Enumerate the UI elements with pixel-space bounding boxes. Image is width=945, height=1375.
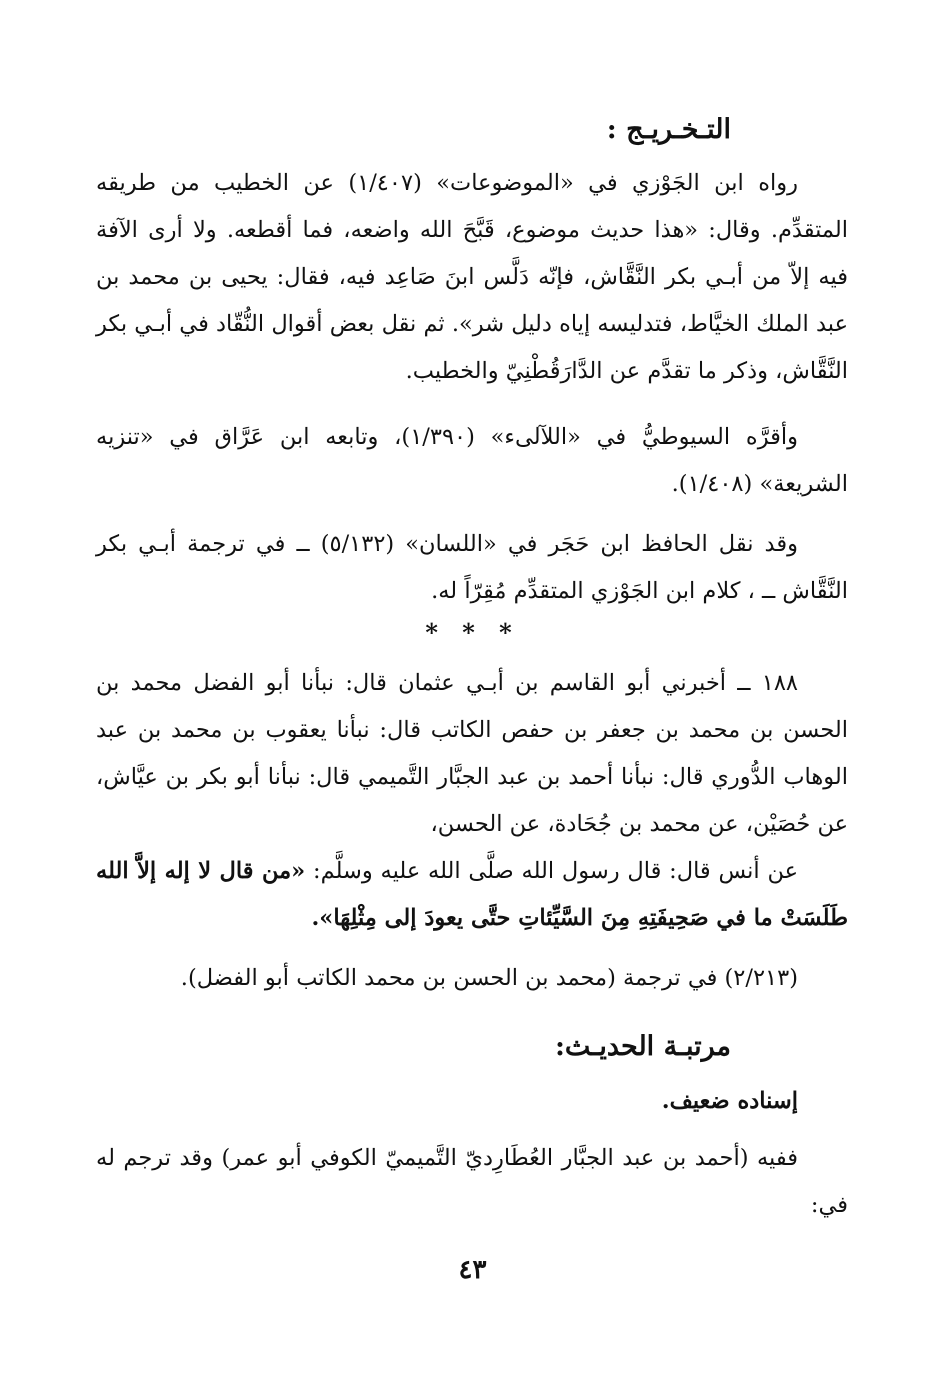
hadith-isnad: ١٨٨ ــ أخبرني أبو القاسم بن أبـي عثمان قال: نبأنا أبو الفضل محمد بن الحسن بن محمد بن جعفر بن حفص الكاتب قال: نبأنا يعقوب بن محمد بن عبد الوهاب الدُّوري قال: نبأنا أحمد بن عبد الجبَّار التَّميمي قال: نبأنا أبو بكر بن عيَّاش، عن حُصَيْن، عن محمد بن جُحَادة، عن الحسن، xyxy=(96,670,848,837)
takhrij-paragraph-2: وأقرَّه السيوطيُّ في «اللآلىء» (١/٣٩٠)، وتابعه ابن عَرَّاق في «تنزيه الشريعة» (١/٤٠٨). xyxy=(96,424,848,497)
hadith-text xyxy=(96,848,848,942)
takhrij-paragraph-3: وقد نقل الحافظ ابن حَجَر في «اللسان» (٥/١٣٢) ــ في ترجمة أبـي بكر النَّقَّاش ــ ، كلام ابن الجَوْزي المتقدِّم مُقِرّاً له. xyxy=(96,531,848,604)
takhrij-paragraph-1: رواه ابن الجَوْزي في «الموضوعات» (١/٤٠٧) عن الخطيب من طريقه المتقدِّم. وقال: «هذا حديث موضوع، قَبَّحَ الله واضعه، فما أقطعه. ولا أرى الآفة فيه إلاّ من أبـي بكر النَّقَّاش، فإنّه دَلَّس ابنَ صَاعِد فيه، فقال: يحيى بن محمد بن عبد الملك الخيَّاط، فتدليسه إياه دليل شر». ثم نقل بعض أقوال النُّقّاد في أبـي بكر النَّقَّاش، وذكر ما تقدَّم عن الدَّارَقُطْنِيّ والخطيب. xyxy=(96,170,848,384)
section-separator: * * * xyxy=(425,618,520,647)
takhrij-heading: التـخـريـج : xyxy=(606,114,731,145)
hadith-matn-intro: عن أنس قال: قال رسول الله صلَّى الله عليه وسلَّم: xyxy=(305,858,798,884)
rank-reason: ففيه (أحمد بن عبد الجبَّار العُطَارِديّ التَّميميّ الكوفي أبو عمر) وقد ترجم له في: xyxy=(96,1145,848,1218)
hadith-reference: (٢/٢١٣) في ترجمة (محمد بن الحسن بن محمد الكاتب أبو الفضل). xyxy=(180,965,798,991)
page-number: ٤٣ xyxy=(458,1255,487,1285)
rank-heading: مرتبـة الحديـث: xyxy=(554,1031,731,1062)
hadith-matn: «من قال لا إله إلاَّ الله طَلَسَتْ ما في صَحِيفَتِهِ مِنَ السَّيِّئاتِ حتَّى يعودَ إلى مِثْلِهَا». xyxy=(96,858,848,931)
rank-verdict: إسناده ضعيف. xyxy=(661,1088,798,1114)
